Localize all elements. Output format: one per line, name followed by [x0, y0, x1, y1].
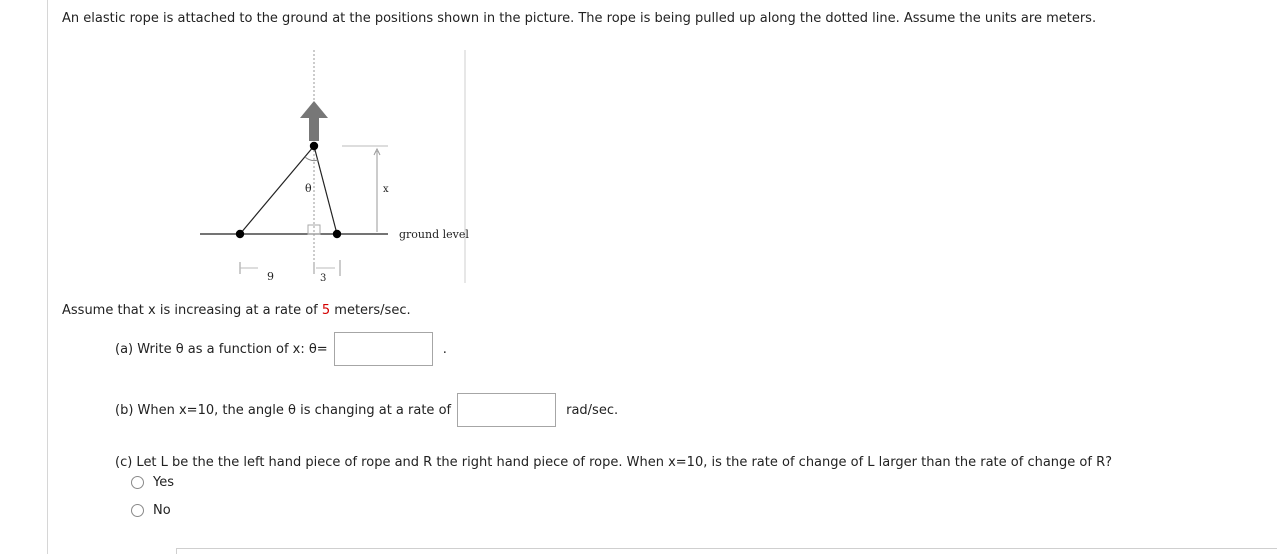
option-no[interactable] — [131, 503, 171, 518]
rate-prefix: Assume that x is increasing at a rate of — [62, 303, 322, 318]
rate-statement — [62, 303, 411, 318]
option-yes[interactable] — [131, 475, 174, 490]
part-c-question: (c) Let L be the the left hand piece of rope and R the right hand piece of rope. When x=10, is the rate of change of L larger than the rate of change of R? — [115, 455, 1113, 470]
x-label: x — [383, 184, 389, 195]
option-no-label: No — [153, 503, 171, 518]
rope-diagram — [180, 48, 480, 293]
option-yes-label: Yes — [153, 475, 174, 490]
right-anchor-point — [333, 230, 341, 238]
left-border — [47, 0, 48, 554]
part-b-label: (b) When x=10, the angle θ is changing at a rate of — [115, 402, 452, 418]
rope-left — [240, 146, 314, 234]
rope-figure — [180, 48, 480, 293]
part-a — [115, 331, 447, 367]
radio-no[interactable] — [131, 504, 144, 517]
arrow-shaft — [309, 116, 319, 141]
top-point — [310, 142, 318, 150]
bottom-panel-edge — [176, 548, 1277, 554]
theta-arc — [305, 157, 318, 161]
arrow-head — [300, 101, 328, 118]
part-b-answer-input[interactable] — [457, 393, 556, 427]
theta-label: θ — [305, 182, 312, 195]
part-a-label: (a) Write θ as a function of x: θ= — [115, 341, 328, 357]
part-b-unit: rad/sec. — [566, 402, 619, 418]
rate-value: 5 — [321, 303, 331, 318]
part-b — [115, 392, 618, 428]
left-anchor-point — [236, 230, 244, 238]
ground-level-label: ground level — [399, 228, 469, 241]
problem-intro: An elastic rope is attached to the ground at the positions shown in the picture. The rope is being pulled up along the dotted line. Assume the units are meters. — [62, 11, 1097, 26]
left-distance-label: 9 — [267, 270, 274, 283]
rate-suffix: meters/sec. — [330, 303, 411, 318]
part-a-answer-input[interactable] — [334, 332, 433, 366]
rope-right — [314, 146, 337, 234]
right-distance-label: 3 — [320, 273, 327, 284]
radio-yes[interactable] — [131, 476, 144, 489]
part-a-period: . — [442, 341, 447, 357]
